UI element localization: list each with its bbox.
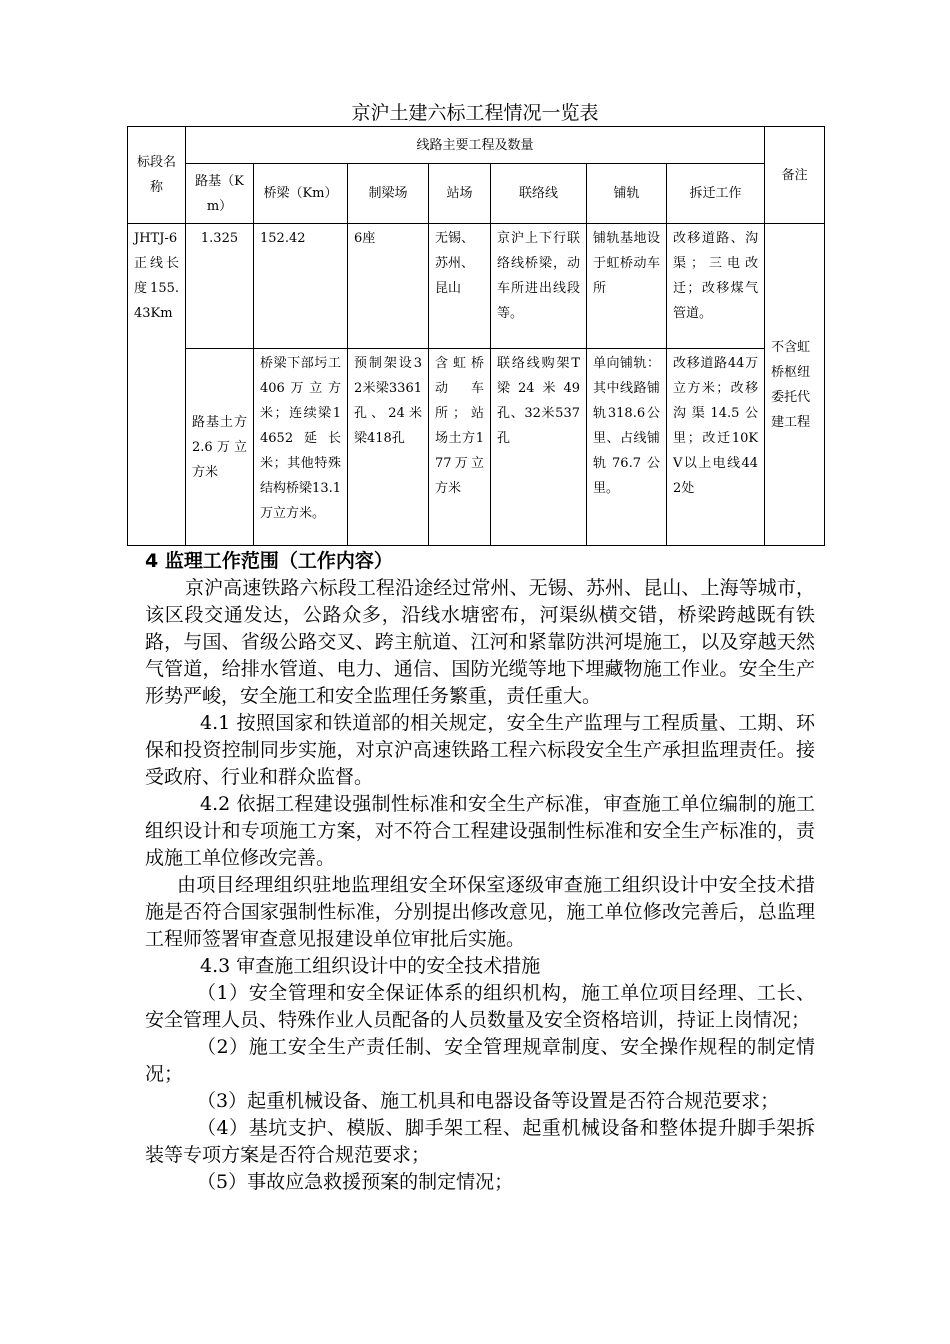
cell-bridge-details: 桥梁下部圬工406万立方米；连续梁14652延长米；其他特殊结构桥梁13.1万立方米。 — [254, 349, 348, 546]
paragraph: 由项目经理组织驻地监理组安全环保室逐级审查施工组织设计中安全技术措施是否符合国家强制性标准，分别提出修改意见，施工单位修改完善后，总监理工程师签署审查意见报建设单位审批后实施。 — [145, 874, 815, 950]
section-name-cell: JHTJ-6正线长度155.43Km — [128, 224, 186, 546]
cell-beam-precast: 预制架设32米梁3361孔、24米梁418孔 — [348, 349, 429, 546]
header-col-station: 站场 — [429, 164, 491, 224]
paragraph: 京沪高速铁路六标段工程沿途经过常州、无锡、苏州、昆山、上海等城市，该区段交通发达，公路众多，沿线水塘密布，河渠纵横交错，桥梁跨越既有铁路，与国、省级公路交叉、跨主航道、江河和紧靠防洪河堤施工，以及穿越天然气管道，给排水管道、电力、通信、国防光缆等地下埋藏物施工作业。安全生产形势严峻，安全施工和安全监理任务繁重，责任重大。 — [145, 577, 815, 707]
paragraph: 4.1 按照国家和铁道部的相关规定，安全生产监理与工程质量、工期、环保和投资控制同步实施，对京沪高速铁路工程六标段安全生产承担监理责任。接受政府、行业和群众监督。 — [145, 712, 815, 788]
header-col-link-line: 联络线 — [491, 164, 587, 224]
header-col-beam-yard: 制梁场 — [348, 164, 429, 224]
cell-subgrade-earthwork: 路基土方 2.6万立方米 — [186, 349, 254, 546]
cell-station-earthwork: 含虹桥动车所；站场土方177万立方米 — [429, 349, 491, 546]
list-item: （1）安全管理和安全保证体系的组织机构，施工单位项目经理、工长、安全管理人员、特殊作业人员配备的人员数量及安全资格培训，持证上岗情况； — [145, 982, 815, 1031]
cell-stations: 无锡、苏州、昆山 — [429, 224, 491, 349]
engineering-table — [127, 126, 825, 546]
header-col-track: 铺轨 — [587, 164, 667, 224]
section-heading: 4 监理工作范围（工作内容） — [145, 550, 393, 572]
paragraph: 4.2 依据工程建设强制性标准和安全生产标准，审查施工单位编制的施工组织设计和专项施工方案，对不符合工程建设强制性标准和安全生产标准的，责成施工单位修改完善。 — [145, 793, 815, 869]
cell-demolition-quantities: 改移道路44万立方米；改移沟渠14.5公里；改迁10KV以上电线442处 — [667, 349, 765, 546]
cell-track-base: 铺轨基地设于虹桥动车所 — [587, 224, 667, 349]
header-main-works: 线路主要工程及数量 — [186, 127, 765, 164]
list-item: （2）施工安全生产责任制、安全管理规章制度、安全操作规程的制定情况； — [145, 1036, 815, 1085]
table-title: 京沪土建六标工程情况一览表 — [351, 102, 599, 124]
list-item: （4）基坑支护、模版、脚手架工程、起重机械设备和整体提升脚手架拆装等专项方案是否符合规范要求； — [145, 1117, 815, 1166]
cell-bridge-length: 152.42 — [254, 224, 348, 349]
subsection-heading: 4.3 审查施工组织设计中的安全技术措施 — [200, 955, 541, 977]
cell-link-beams: 联络线购架T梁24米49孔、32米537孔 — [491, 349, 587, 546]
header-col-bridge: 桥梁（Km） — [254, 164, 348, 224]
cell-link-line: 京沪上下行联络线桥梁，动车所进出线段等。 — [491, 224, 587, 349]
list-item: （3）起重机械设备、施工机具和电器设备等设置是否符合规范要求； — [197, 1090, 780, 1112]
note-cell: 不含虹桥枢纽委托代建工程 — [765, 224, 825, 546]
cell-beam-yard-count: 6座 — [348, 224, 429, 349]
header-section-name: 标段名称 — [128, 127, 186, 224]
cell-subgrade-length: 1.325 — [186, 224, 254, 349]
header-note: 备注 — [765, 127, 825, 224]
header-col-demolition: 拆迁工作 — [667, 164, 765, 224]
list-item: （5）事故应急救援预案的制定情况； — [197, 1171, 514, 1193]
header-col-subgrade: 路基（Km） — [186, 164, 254, 224]
document-body — [145, 548, 815, 1196]
cell-demolition: 改移道路、沟渠；三电改迁；改移煤气管道。 — [667, 224, 765, 349]
cell-track-laying: 单向铺轨：其中线路铺轨318.6公里、占线铺轨76.7公里。 — [587, 349, 667, 546]
